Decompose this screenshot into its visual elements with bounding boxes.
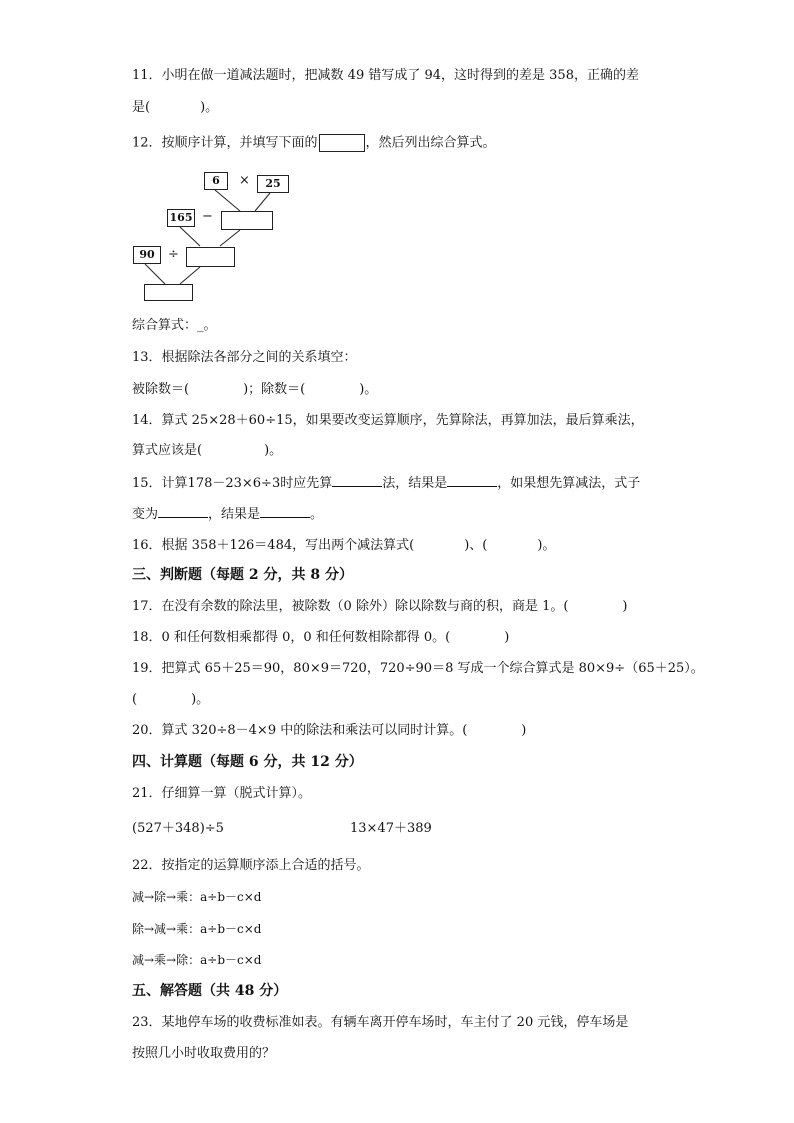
q19-close: )。: [191, 692, 210, 707]
q16-part2: )、(: [464, 538, 488, 553]
q13-line2: [132, 381, 377, 399]
section-5-title: 五、解答题（共 48 分）: [132, 983, 288, 999]
q23-line1: 23．某地停车场的收费标准如表。有辆车离开停车场时，车主付了 20 元钱，停车场是: [132, 1015, 629, 1030]
q22-row-2: 除→减→乘：a÷b－c×d: [132, 922, 262, 936]
q12-tree-lines: [0, 0, 794, 320]
tree-answer-box-2[interactable]: [186, 247, 235, 267]
q21-line1: 21．仔细算一算（脱式计算）。: [132, 786, 312, 801]
section-3-title: 三、判断题（每题 2 分，共 8 分）: [132, 567, 353, 583]
q15-part5: ，结果是: [208, 507, 261, 522]
q13-dividend-label: 被除数＝(: [132, 382, 190, 397]
q14-close: )。: [264, 443, 283, 458]
q18-text: 18．0 和任何数相乘都得 0，0 和任何数相除都得 0。(: [132, 630, 451, 645]
q19-line2: [132, 691, 209, 709]
q17-line: [132, 598, 628, 616]
q19-line1: 19．把算式 65＋25＝90，80×9＝720，720÷90＝8 写成一个综合算式是 80×9÷（65＋25）。: [132, 661, 704, 676]
q16-part1: 16．根据 358＋126＝484，写出两个减法算式(: [132, 538, 415, 553]
q15-blank-operation[interactable]: [332, 474, 382, 487]
q22-line1: 22．按指定的运算顺序添上合适的括号。: [132, 858, 370, 873]
tree-divide-operator: ÷: [168, 247, 179, 262]
q16-line: [132, 537, 555, 555]
q16-part3: )。: [537, 538, 556, 553]
q19-open: (: [132, 692, 138, 707]
q20-line: [132, 722, 526, 740]
tree-number-165: 165: [167, 209, 195, 227]
q15-part1: 15．计算178－23×6÷3时应先算: [132, 476, 333, 491]
tree-number-25: 25: [257, 175, 289, 193]
q15-part6: 。: [310, 507, 324, 522]
q11-open: 是(: [132, 100, 151, 115]
q15-part2: 法，结果是: [382, 476, 448, 491]
tree-number-90: 90: [133, 246, 161, 264]
section-4-title: 四、计算题（每题 6 分，共 12 分）: [132, 754, 363, 770]
q22-row-3: 减→乘→除：a÷b－c×d: [132, 953, 262, 967]
q17-close: ): [622, 599, 628, 614]
tree-minus-operator: −: [202, 209, 213, 224]
q21-expression-2: 13×47＋389: [350, 821, 432, 836]
q22-row-1: 减→除→乘：a÷b－c×d: [132, 890, 262, 904]
q15-blank-result[interactable]: [447, 474, 497, 487]
q11-line1: 11．小明在做一道减法题时，把减数 49 错写成了 94，这时得到的差是 358，正确的差: [132, 68, 639, 83]
q13-divisor-label: )；除数＝(: [243, 382, 306, 397]
q14-line2: [132, 442, 282, 460]
q20-close: ): [521, 723, 527, 738]
tree-number-6: 6: [204, 172, 228, 190]
tree-answer-box-1[interactable]: [221, 211, 273, 230]
q18-close: ): [504, 630, 510, 645]
q12-pre: 12．按顺序计算，并填写下面的: [132, 135, 318, 151]
q20-text: 20．算式 320÷8－4×9 中的除法和乘法可以同时计算。(: [132, 723, 468, 738]
q15-part4: 变为: [132, 507, 159, 522]
q14-label: 算式应该是(: [132, 443, 203, 458]
q12-post: ，然后列出综合算式。: [365, 135, 496, 151]
tree-times-operator: ×: [239, 173, 250, 188]
q13-close: )。: [359, 382, 378, 397]
q21-expression-1: (527＋348)÷5: [132, 821, 224, 836]
q23-line2: 按照几小时收取费用的？: [132, 1046, 276, 1061]
tree-answer-box-3[interactable]: [144, 284, 193, 301]
q17-text: 17．在没有余数的除法里，被除数（0 除外）除以除数与商的积，商是 1。(: [132, 599, 569, 614]
q14-line1: 14．算式 25×28＋60÷15，如果要改变运算顺序，先算除法，再算加法，最后算乘法，: [132, 413, 644, 428]
q12-formula: 综合算式：_。: [132, 318, 217, 333]
q13-line1: 13．根据除法各部分之间的关系填空：: [132, 350, 357, 365]
q15-line1: [132, 474, 640, 493]
q15-line2: [132, 505, 323, 524]
q11-close: )。: [200, 100, 219, 115]
q18-line: [132, 629, 509, 647]
q15-blank-new-result[interactable]: [260, 505, 310, 518]
q15-blank-new-expression[interactable]: [158, 505, 208, 518]
q15-part3: ，如果想先算减法，式子: [497, 476, 641, 491]
